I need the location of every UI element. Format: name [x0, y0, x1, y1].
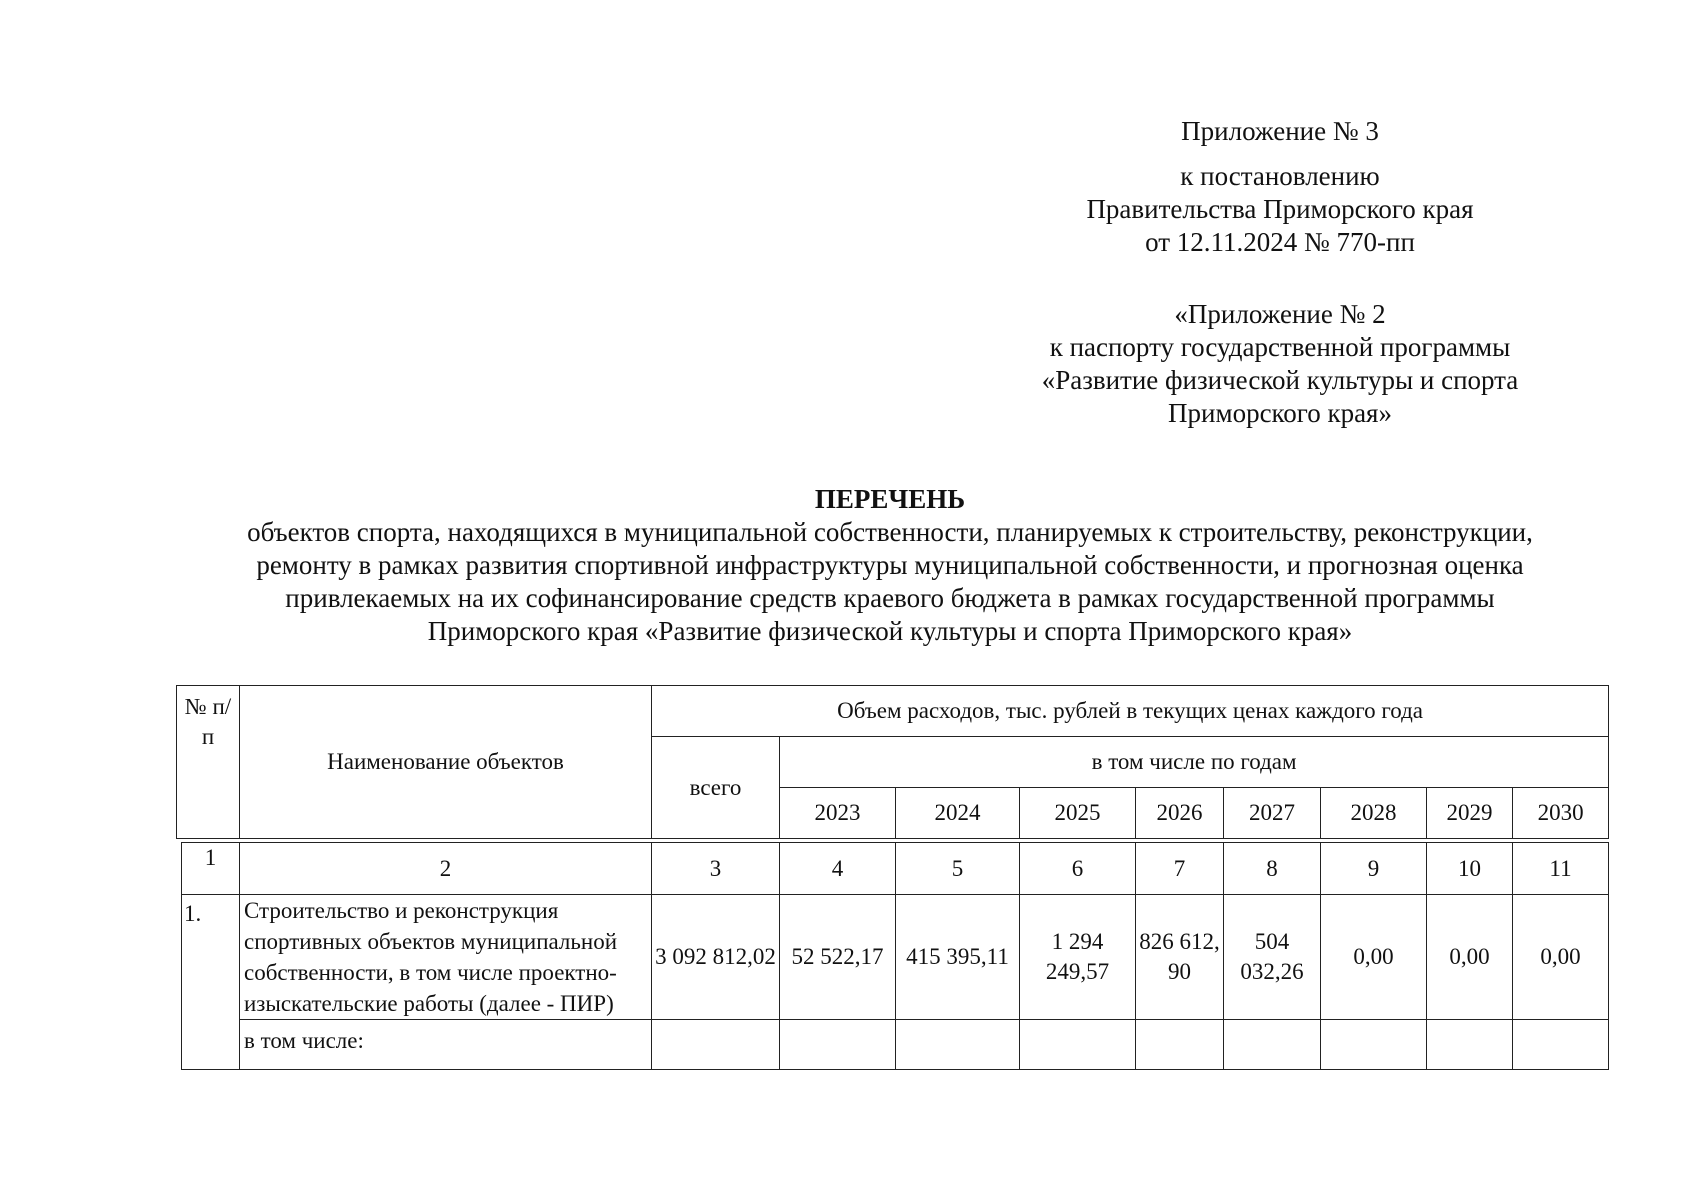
subrow-label: в том числе: — [240, 1020, 652, 1070]
row-value: 415 395,11 — [896, 895, 1020, 1020]
resolution-line: к постановлению — [1180, 161, 1380, 191]
index-cell: 10 — [1427, 843, 1513, 895]
empty-cell — [1136, 1020, 1224, 1070]
empty-cell — [896, 1020, 1020, 1070]
row-total: 3 092 812,02 — [652, 895, 780, 1020]
title-line: Приморского края «Развитие физической культуры и спорта Приморского края» — [427, 616, 1353, 646]
index-cell: 2 — [240, 843, 652, 895]
empty-cell — [652, 1020, 780, 1070]
empty-cell — [1020, 1020, 1136, 1070]
empty-cell — [1513, 1020, 1609, 1070]
index-cell: 9 — [1321, 843, 1427, 895]
year-header: 2029 — [1427, 788, 1513, 839]
document-title — [150, 483, 1630, 648]
appendix-block — [1000, 115, 1560, 259]
index-cell: 4 — [780, 843, 896, 895]
table-row — [182, 1020, 1609, 1070]
table-row — [182, 895, 1609, 1020]
title-line: объектов спорта, находящихся в муниципальной собственности, планируемых к строительству, реконструкции, — [247, 517, 1533, 547]
index-cell: 3 — [652, 843, 780, 895]
year-header: 2028 — [1321, 788, 1427, 839]
passport-block — [1000, 298, 1560, 430]
row-value: 504 032,26 — [1224, 895, 1321, 1020]
table-header — [176, 685, 1609, 839]
year-header: 2023 — [780, 788, 896, 839]
index-cell: 6 — [1020, 843, 1136, 895]
title-line: ремонту в рамках развития спортивной инфраструктуры муниципальной собственности, и прогнозная оценка — [256, 550, 1524, 580]
empty-cell — [1321, 1020, 1427, 1070]
col-name-header: Наименование объектов — [240, 686, 652, 839]
index-cell: 1 — [182, 843, 240, 895]
year-header: 2030 — [1513, 788, 1609, 839]
row-value: 826 612,90 — [1136, 895, 1224, 1020]
row-name: Строительство и реконструкция спортивных объектов муниципальной собственности, в том числе проектно-изыскательские работы (далее - ПИР) — [240, 895, 652, 1020]
row-value: 0,00 — [1427, 895, 1513, 1020]
row-number: 1. — [182, 895, 240, 1070]
title-heading: ПЕРЕЧЕНЬ — [814, 484, 966, 514]
col-by-years-header: в том числе по годам — [780, 737, 1609, 788]
empty-cell — [1224, 1020, 1321, 1070]
passport-line: Приморского края» — [1168, 398, 1392, 428]
index-cell: 8 — [1224, 843, 1321, 895]
passport-line: «Развитие физической культуры и спорта — [1041, 365, 1519, 395]
resolution-line: Правительства Приморского края — [1086, 194, 1474, 224]
passport-line: к паспорту государственной программы — [1049, 332, 1511, 362]
index-cell: 5 — [896, 843, 1020, 895]
year-header: 2025 — [1020, 788, 1136, 839]
row-value: 0,00 — [1321, 895, 1427, 1020]
table-body — [181, 842, 1609, 1070]
index-cell: 11 — [1513, 843, 1609, 895]
appendix-number: Приложение № 3 — [1181, 116, 1379, 146]
row-value: 52 522,17 — [780, 895, 896, 1020]
year-header: 2024 — [896, 788, 1020, 839]
title-line: привлекаемых на их софинансирование средств краевого бюджета в рамках государственной программы — [285, 583, 1495, 613]
index-cell: 7 — [1136, 843, 1224, 895]
col-volume-header: Объем расходов, тыс. рублей в текущих ценах каждого года — [652, 686, 1609, 737]
empty-cell — [1427, 1020, 1513, 1070]
row-value: 1 294 249,57 — [1020, 895, 1136, 1020]
col-number-header: № п/п — [177, 686, 240, 839]
year-header: 2026 — [1136, 788, 1224, 839]
empty-cell — [780, 1020, 896, 1070]
resolution-line: от 12.11.2024 № 770-пп — [1145, 227, 1415, 257]
year-header: 2027 — [1224, 788, 1321, 839]
row-value: 0,00 — [1513, 895, 1609, 1020]
index-row — [182, 843, 1609, 895]
col-total-header: всего — [652, 737, 780, 839]
passport-line: «Приложение № 2 — [1174, 299, 1386, 329]
